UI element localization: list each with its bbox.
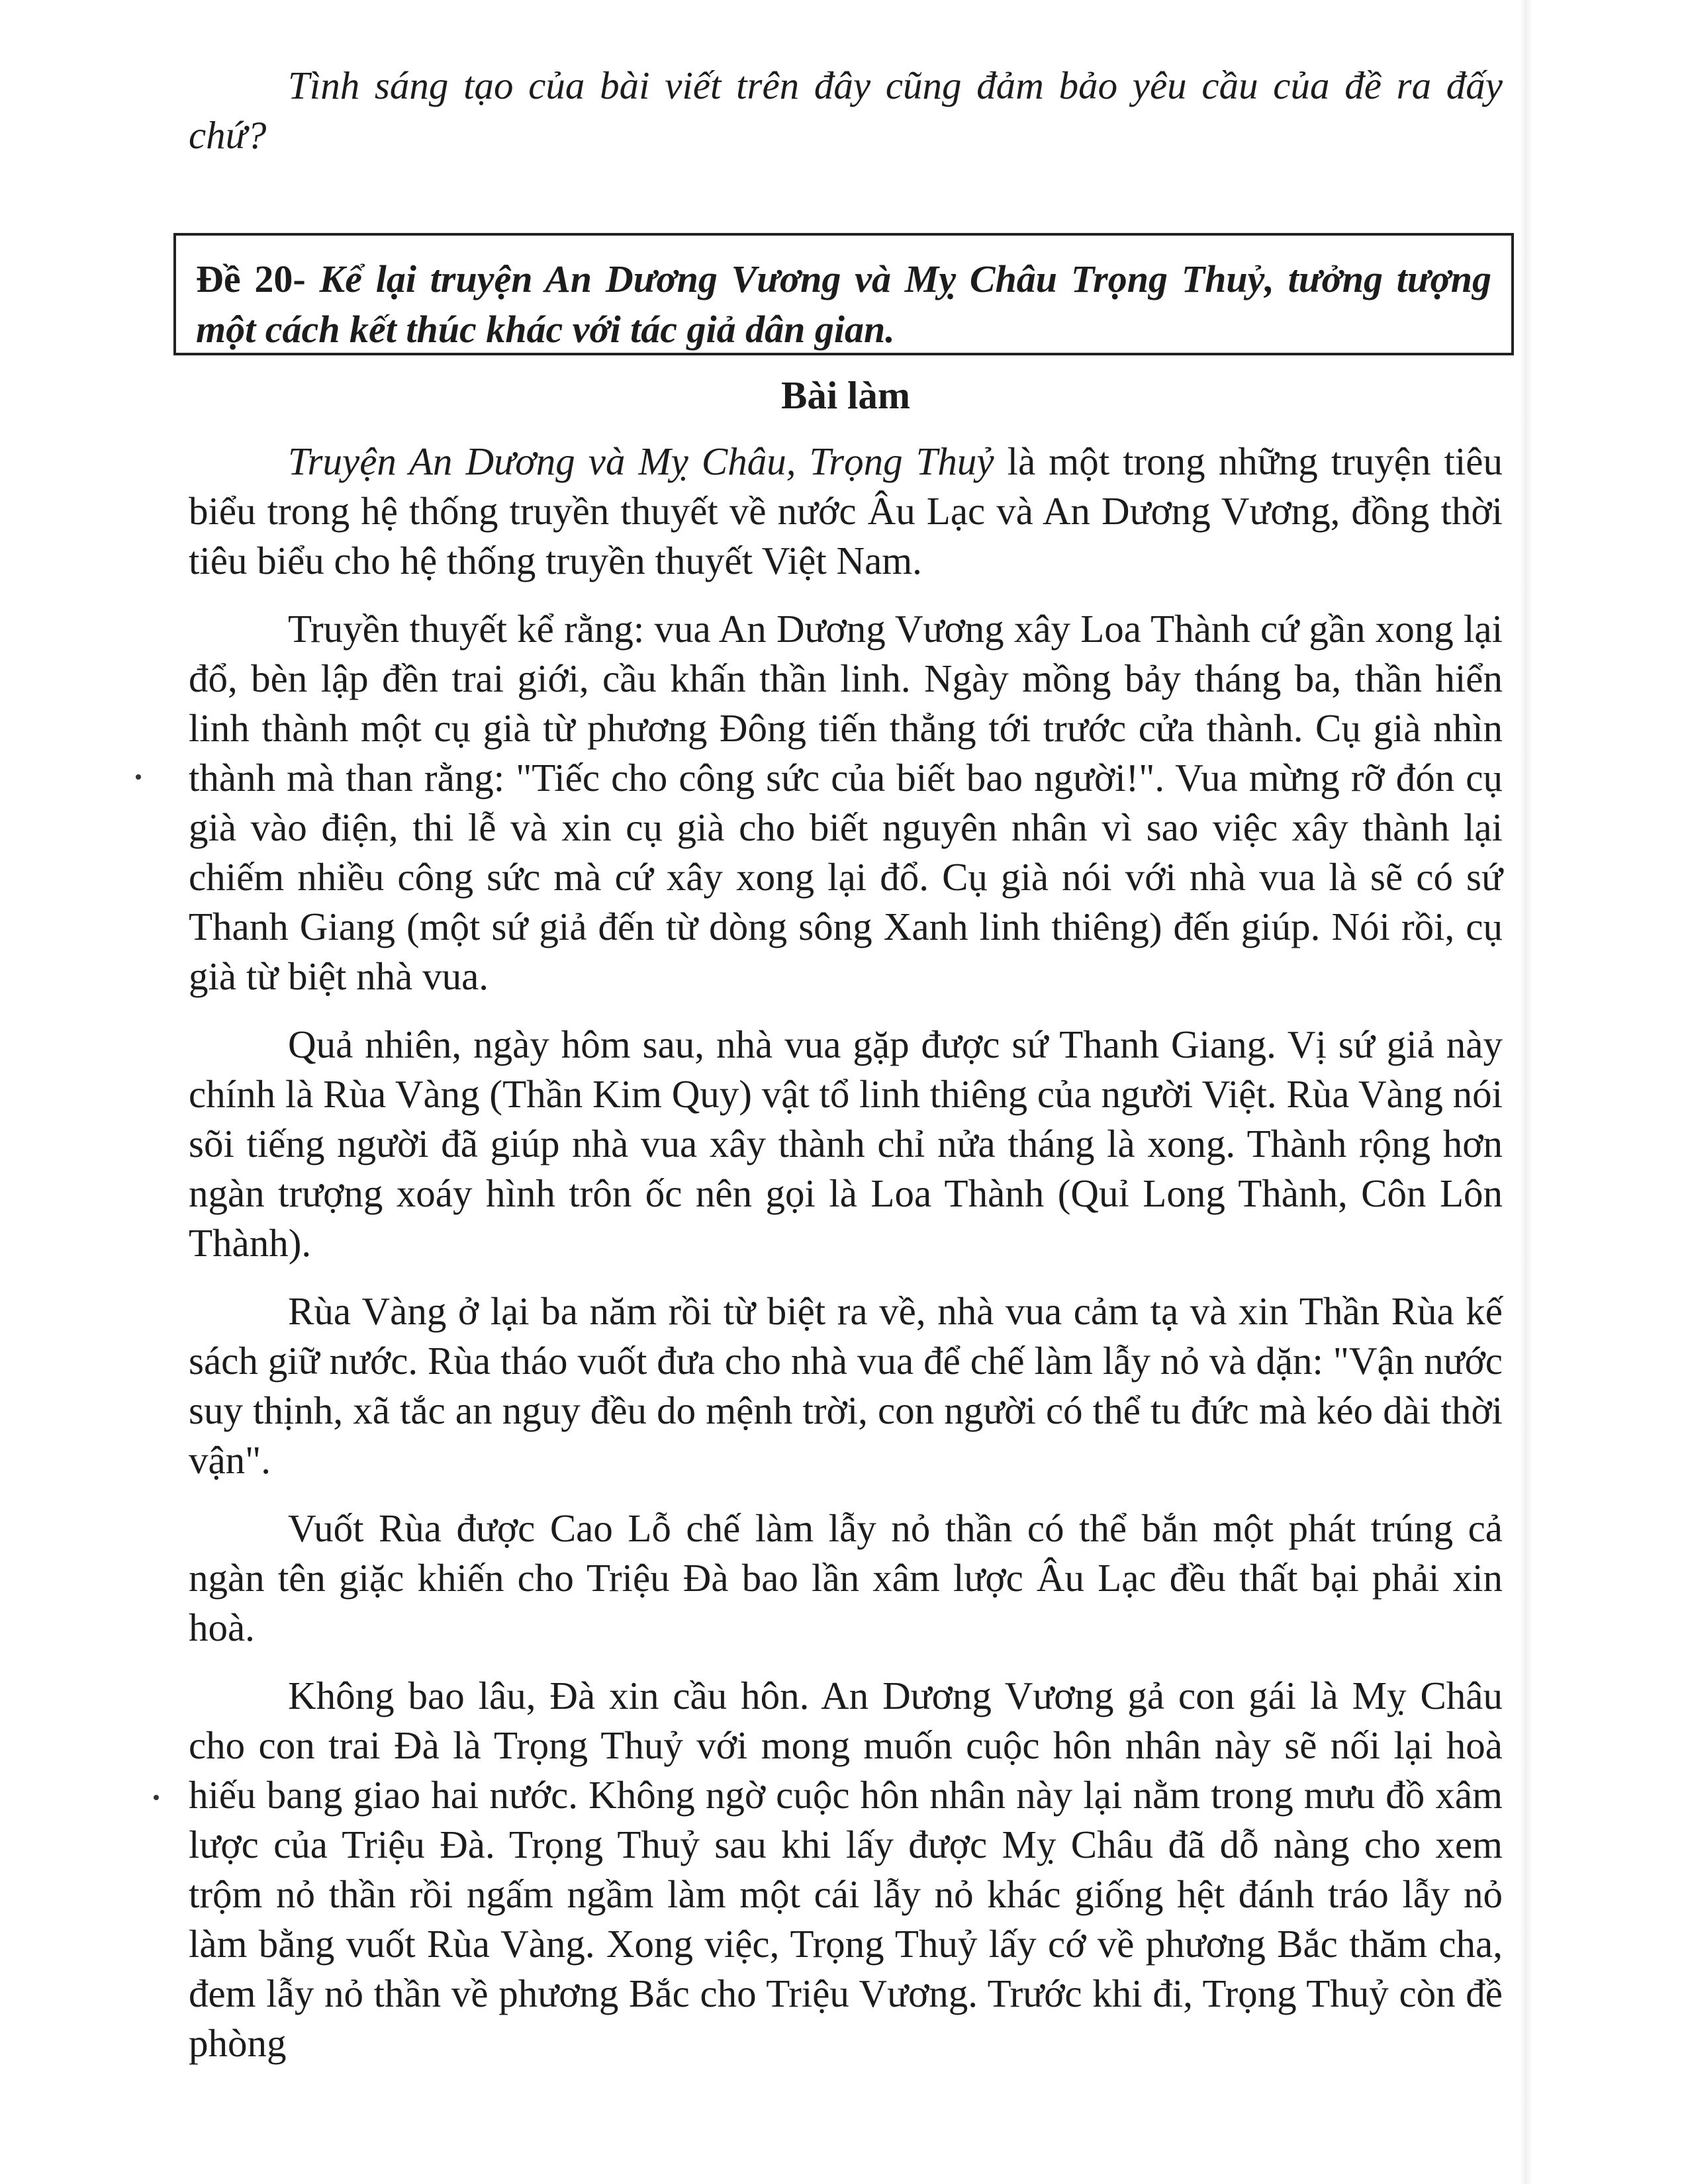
paragraph-4: Rùa Vàng ở lại ba năm rồi từ biệt ra về, nhà vua cảm tạ và xin Thần Rùa kế sách giữ nước. Rùa tháo vuốt đưa cho nhà vua để chế làm lẫy nỏ và dặn: "Vận nước suy thịnh, xã tắc an nguy đều do mệnh trời, con người có thể tu đức mà kéo dài thời vận". (189, 1289, 1503, 1482)
section-title: Bài làm (780, 373, 911, 417)
prompt-text: Kể lại truyện An Dương Vương và Mỵ Châu Trọng Thuỷ, tưởng tượng một cách kết thúc khác với tác giả dân gian. (196, 257, 1491, 351)
intro-text: Tình sáng tạo của bài viết trên đây cũng đảm bảo yêu cầu của đề ra đấy chứ? (189, 64, 1503, 157)
paragraph-6: Không bao lâu, Đà xin cầu hôn. An Dương Vương gả con gái là Mỵ Châu cho con trai Đà là Trọng Thuỷ với mong muốn cuộc hôn nhân này sẽ nối lại hoà hiếu bang giao hai nước. Không ngờ cuộc hôn nhân này lại nằm trong mưu đồ xâm lược của Triệu Đà. Trọng Thuỷ sau khi lấy được Mỵ Châu đã dỗ nàng cho xem trộm nỏ thần rồi ngấm ngầm làm một cái lẫy nỏ khác giống hệt đánh tráo lẫy nỏ làm bằng vuốt Rùa Vàng. Xong việc, Trọng Thuỷ lấy cớ về phương Bắc thăm cha, đem lẫy nỏ thần về phương Bắc cho Triệu Vương. Trước khi đi, Trọng Thuỷ còn đề phòng (189, 1674, 1503, 2065)
essay-body (189, 437, 1503, 2087)
essay-prompt-box (173, 233, 1514, 355)
paragraph-2: Truyền thuyết kể rằng: vua An Dương Vương xây Loa Thành cứ gần xong lại đổ, bèn lập đền trai giới, cầu khấn thần linh. Ngày mồng bảy tháng ba, thần hiển linh thành một cụ già từ phương Đông tiến thẳng tới trước cửa thành. Cụ già nhìn thành mà than rằng: "Tiếc cho công sức của biết bao người!". Vua mừng rỡ đón cụ già vào điện, thi lễ và xin cụ già cho biết nguyên nhân vì sao việc xây thành lại chiếm nhiều công sức mà cứ xây xong lại đổ. Cụ già nói với nhà vua là sẽ có sứ Thanh Giang (một sứ giả đến từ dòng sông Xanh linh thiêng) đến giúp. Nói rồi, cụ già từ biệt nhà vua. (189, 607, 1503, 998)
prompt-number: Đề 20- (196, 257, 306, 300)
paragraph-5: Vuốt Rùa được Cao Lỗ chế làm lẫy nỏ thần có thể bắn một phát trúng cả ngàn tên giặc khiến cho Triệu Đà bao lần xâm lược Âu Lạc đều thất bại phải xin hoà. (189, 1506, 1503, 1649)
paragraph-3: Quả nhiên, ngày hôm sau, nhà vua gặp được sứ Thanh Giang. Vị sứ giả này chính là Rùa Vàng (Thần Kim Quy) vật tổ linh thiêng của người Việt. Rùa Vàng nói sõi tiếng người đã giúp nhà vua xây thành chỉ nửa tháng là xong. Thành rộng hơn ngàn trượng xoáy hình trôn ốc nên gọi là Loa Thành (Quỉ Long Thành, Côn Lôn Thành). (189, 1023, 1503, 1265)
margin-speck (136, 774, 141, 780)
story-title: Truyện An Dương và Mỵ Châu, Trọng Thuỷ (288, 439, 994, 483)
page-gutter-shadow (1519, 0, 1532, 2184)
margin-speck (154, 1795, 159, 1800)
intro-question (189, 61, 1503, 160)
paragraph-1 (189, 437, 1503, 586)
paragraph-1-text: là một trong những truyện tiêu biểu trong hệ thống truyền thuyết về nước Âu Lạc và An Dương Vương, đồng thời tiêu biểu cho hệ thống truyền thuyết Việt Nam. (189, 439, 1503, 582)
